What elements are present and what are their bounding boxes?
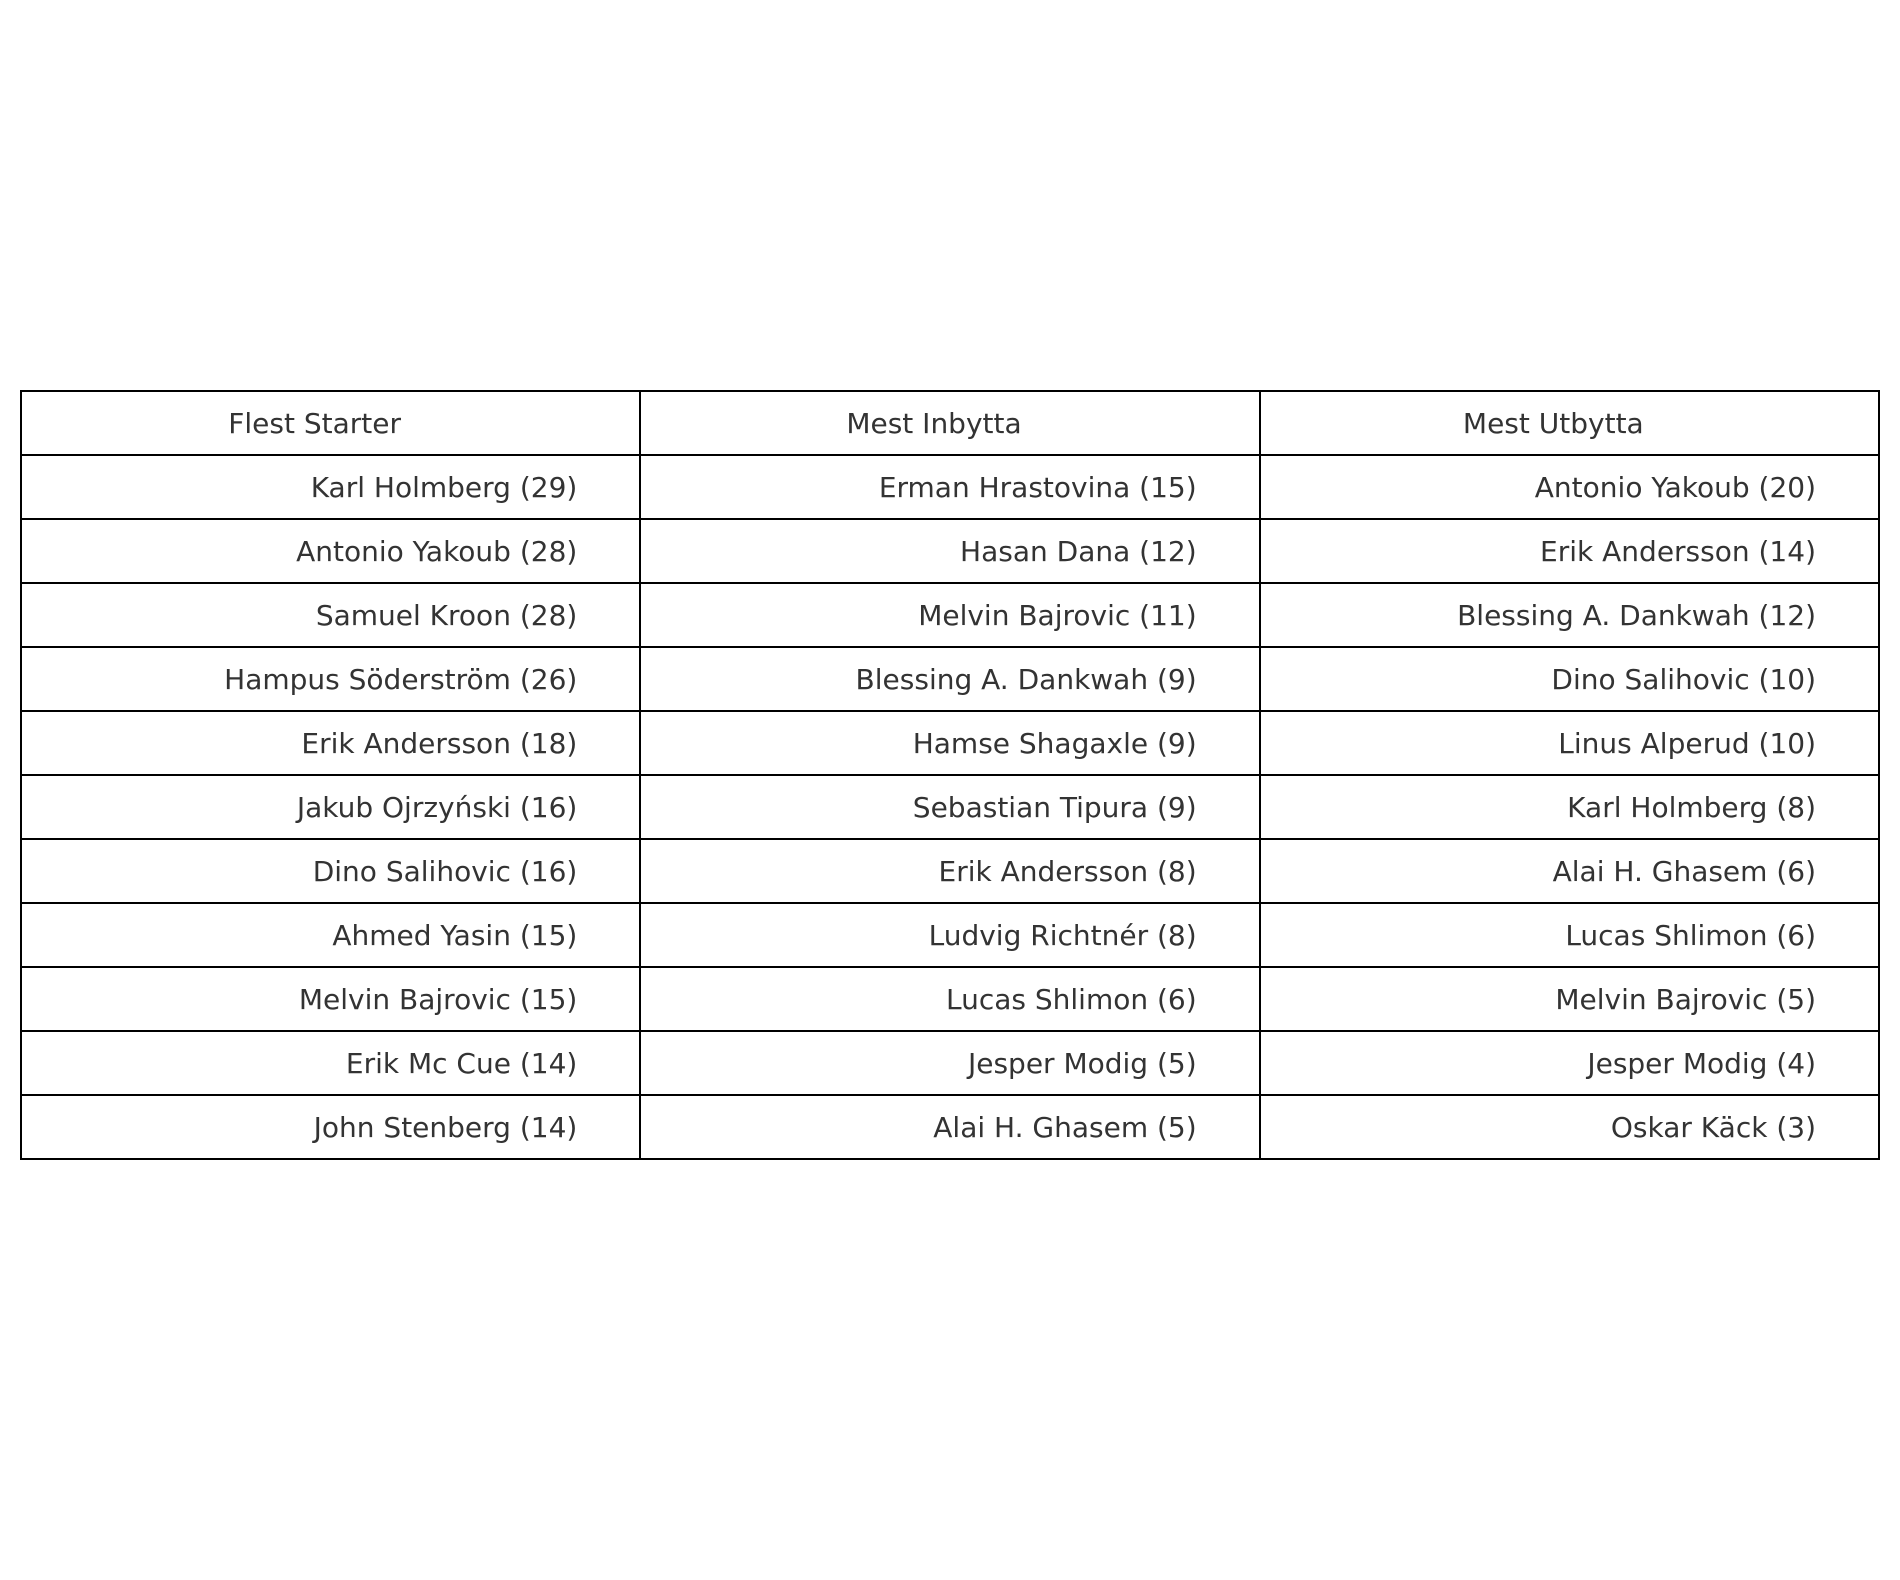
table-cell: Blessing A. Dankwah (9) xyxy=(640,647,1259,711)
table-row xyxy=(21,903,1879,967)
table-cell: Dino Salihovic (16) xyxy=(21,839,640,903)
table-row xyxy=(21,775,1879,839)
table-body xyxy=(21,455,1879,1159)
table-cell: Melvin Bajrovic (5) xyxy=(1260,967,1879,1031)
column-header-label: Mest Inbytta xyxy=(846,406,1022,440)
table-cell: Alai H. Ghasem (5) xyxy=(640,1095,1259,1159)
table-cell: Sebastian Tipura (9) xyxy=(640,775,1259,839)
table-row xyxy=(21,647,1879,711)
table-cell: Erik Andersson (8) xyxy=(640,839,1259,903)
table-cell: Erik Andersson (18) xyxy=(21,711,640,775)
table-cell: Jesper Modig (5) xyxy=(640,1031,1259,1095)
table-cell: Lucas Shlimon (6) xyxy=(1260,903,1879,967)
table-cell: Hampus Söderström (26) xyxy=(21,647,640,711)
table-row xyxy=(21,967,1879,1031)
table-cell: Ahmed Yasin (15) xyxy=(21,903,640,967)
table-row xyxy=(21,711,1879,775)
table-row xyxy=(21,1031,1879,1095)
table-row xyxy=(21,839,1879,903)
table-cell: Dino Salihovic (10) xyxy=(1260,647,1879,711)
table-cell: Antonio Yakoub (28) xyxy=(21,519,640,583)
table-cell: Melvin Bajrovic (11) xyxy=(640,583,1259,647)
column-header-label: Mest Utbytta xyxy=(1462,406,1644,440)
table-cell: Samuel Kroon (28) xyxy=(21,583,640,647)
table-cell: Antonio Yakoub (20) xyxy=(1260,455,1879,519)
table-row xyxy=(21,519,1879,583)
table-cell: Jakub Ojrzyński (16) xyxy=(21,775,640,839)
table-cell: Erik Mc Cue (14) xyxy=(21,1031,640,1095)
table-cell: Hasan Dana (12) xyxy=(640,519,1259,583)
table-cell: Lucas Shlimon (6) xyxy=(640,967,1259,1031)
table-row xyxy=(21,1095,1879,1159)
table-cell: Oskar Käck (3) xyxy=(1260,1095,1879,1159)
table-cell: Jesper Modig (4) xyxy=(1260,1031,1879,1095)
table-cell: Melvin Bajrovic (15) xyxy=(21,967,640,1031)
table-row xyxy=(21,583,1879,647)
table-cell: Karl Holmberg (29) xyxy=(21,455,640,519)
table-cell: Erik Andersson (14) xyxy=(1260,519,1879,583)
table-cell: John Stenberg (14) xyxy=(21,1095,640,1159)
table-cell: Hamse Shagaxle (9) xyxy=(640,711,1259,775)
column-header xyxy=(1260,391,1879,455)
table-cell: Linus Alperud (10) xyxy=(1260,711,1879,775)
table-cell: Ludvig Richtnér (8) xyxy=(640,903,1259,967)
stats-table xyxy=(20,390,1880,1160)
table-cell: Erman Hrastovina (15) xyxy=(640,455,1259,519)
column-header-label: Flest Starter xyxy=(228,406,402,440)
table-row xyxy=(21,455,1879,519)
table-cell: Blessing A. Dankwah (12) xyxy=(1260,583,1879,647)
column-header xyxy=(21,391,640,455)
header-row xyxy=(21,391,1879,455)
column-header xyxy=(640,391,1259,455)
table-cell: Alai H. Ghasem (6) xyxy=(1260,839,1879,903)
table-cell: Karl Holmberg (8) xyxy=(1260,775,1879,839)
